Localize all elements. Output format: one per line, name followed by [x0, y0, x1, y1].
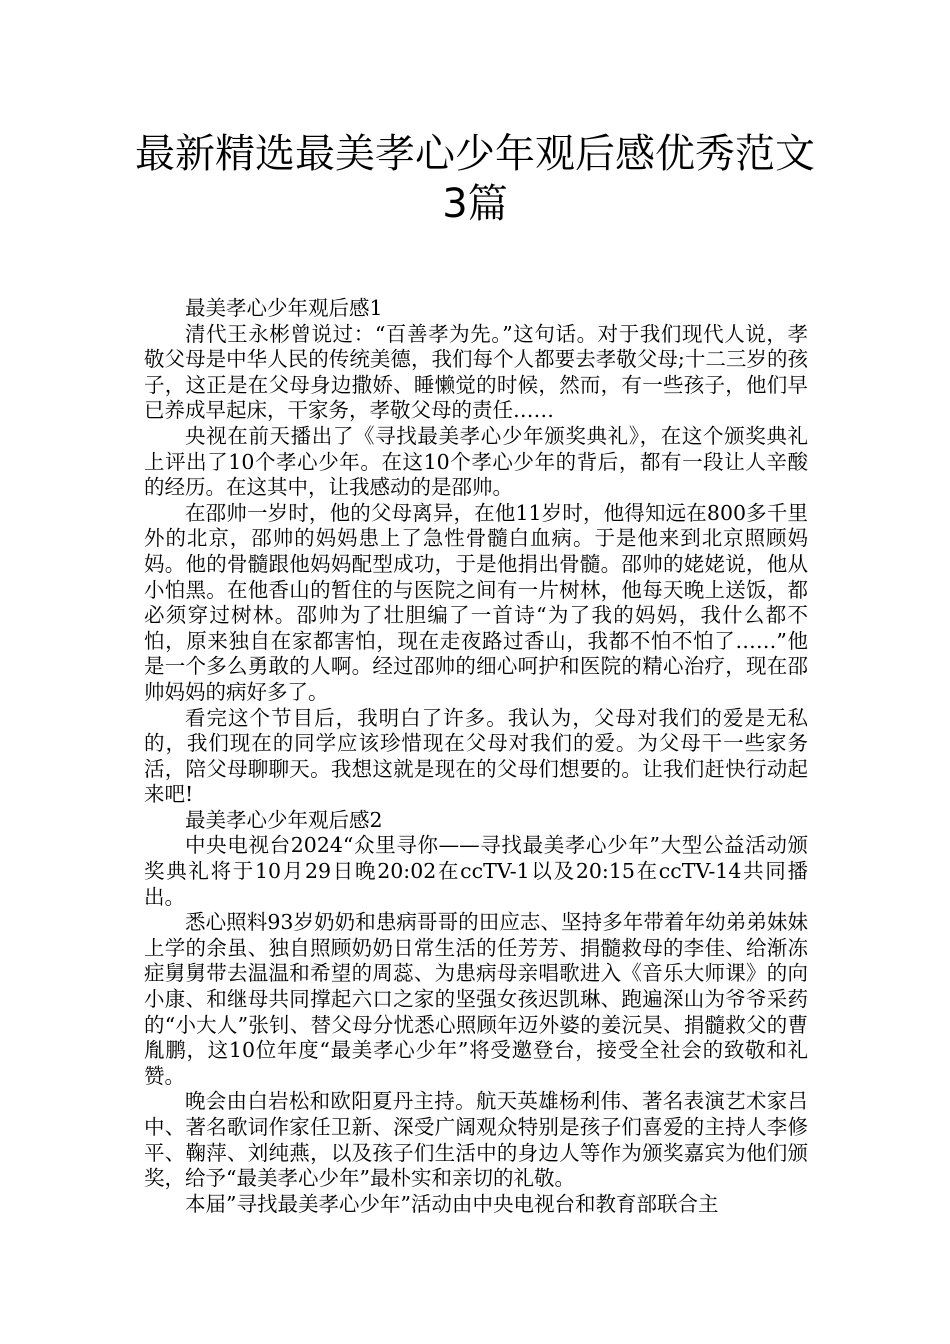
paragraph: 看完这个节目后，我明白了许多。我认为，父母对我们的爱是无私的，我们现在的同学应该珍惜现在父母对我们的爱。为父母干一些家务活，陪父母聊聊天。我想这就是现在的父母们想要的。让我们赶快行动起来吧! — [144, 705, 808, 807]
document-body — [144, 296, 808, 1217]
paragraph: 本届”寻找最美孝心少年”活动由中央电视台和教育部联合主 — [185, 1191, 719, 1216]
section-heading-1: 最美孝心少年观后感1 — [185, 296, 383, 320]
paragraph: 晚会由白岩松和欧阳夏丹主持。航天英雄杨利伟、著名表演艺术家吕中、著名歌词作家任卫新、深受广阔观众特别是孩子们喜爱的主持人李修平、鞠萍、刘纯燕，以及孩子们生活中的身边人等作为颁奖嘉宾为他们颁奖，给予“最美孝心少年”最朴实和亲切的礼敬。 — [144, 1089, 808, 1191]
paragraph: 清代王永彬曾说过：“百善孝为先。”这句话。对于我们现代人说，孝敬父母是中华人民的传统美德，我们每个人都要去孝敬父母;十二三岁的孩子，这正是在父母身边撒娇、睡懒觉的时候，然而，有一些孩子，他们早已养成早起床，干家务，孝敬父母的责任…… — [144, 321, 808, 423]
paragraph: 央视在前天播出了《寻找最美孝心少年颁奖典礼》，在这个颁奖典礼上评出了10个孝心少年。在这10个孝心少年的背后，都有一段让人辛酸的经历。在这其中，让我感动的是邵帅。 — [144, 423, 808, 500]
section-heading-2: 最美孝心少年观后感2 — [185, 807, 383, 832]
document-title-line-1: 最新精选最美孝心少年观后感优秀范文 — [135, 131, 815, 177]
document-title-line-2: 3篇 — [442, 181, 508, 227]
paragraph: 悉心照料93岁奶奶和患病哥哥的田应志、坚持多年带着年幼弟弟妹妹上学的余虽、独自照顾奶奶日常生活的任芳芳、捐髓救母的李佳、给渐冻症舅舅带去温温和希望的周蕊、为患病母亲唱歌进入《音乐大师课》的向小康、和继母共同撑起六口之家的坚强女孩迟凯琳、跑遍深山为爷爷采药的“小大人”张钊、替父母分忧悉心照顾年迈外婆的姜沅昊、捐髓救父的曹胤鹏，这10位年度“最美孝心少年”将受邀登台，接受全社会的致敬和礼赞。 — [144, 910, 808, 1088]
paragraph: 中央电视台2024“众里寻你——寻找最美孝心少年”大型公益活动颁奖典礼将于10月29日晚20:02在ccTV-1以及20:15在ccTV-14共同播出。 — [144, 833, 808, 909]
paragraph: 在邵帅一岁时，他的父母离异，在他11岁时，他得知远在800多千里外的北京，邵帅的妈妈患上了急性骨髓白血病。于是他来到北京照顾妈妈。他的骨髓跟他妈妈配型成功，于是他捐出骨髓。邵帅的姥姥说，他从小怕黑。在他香山的暂住的与医院之间有一片树林，他每天晚上送饭，都必须穿过树林。邵帅为了壮胆编了一首诗“为了我的妈妈，我什么都不怕，原来独自在家都害怕，现在走夜路过香山，我都不怕不怕了……”他是一个多么勇敢的人啊。经过邵帅的细心呵护和医院的精心治疗，现在邵帅妈妈的病好多了。 — [144, 500, 808, 704]
